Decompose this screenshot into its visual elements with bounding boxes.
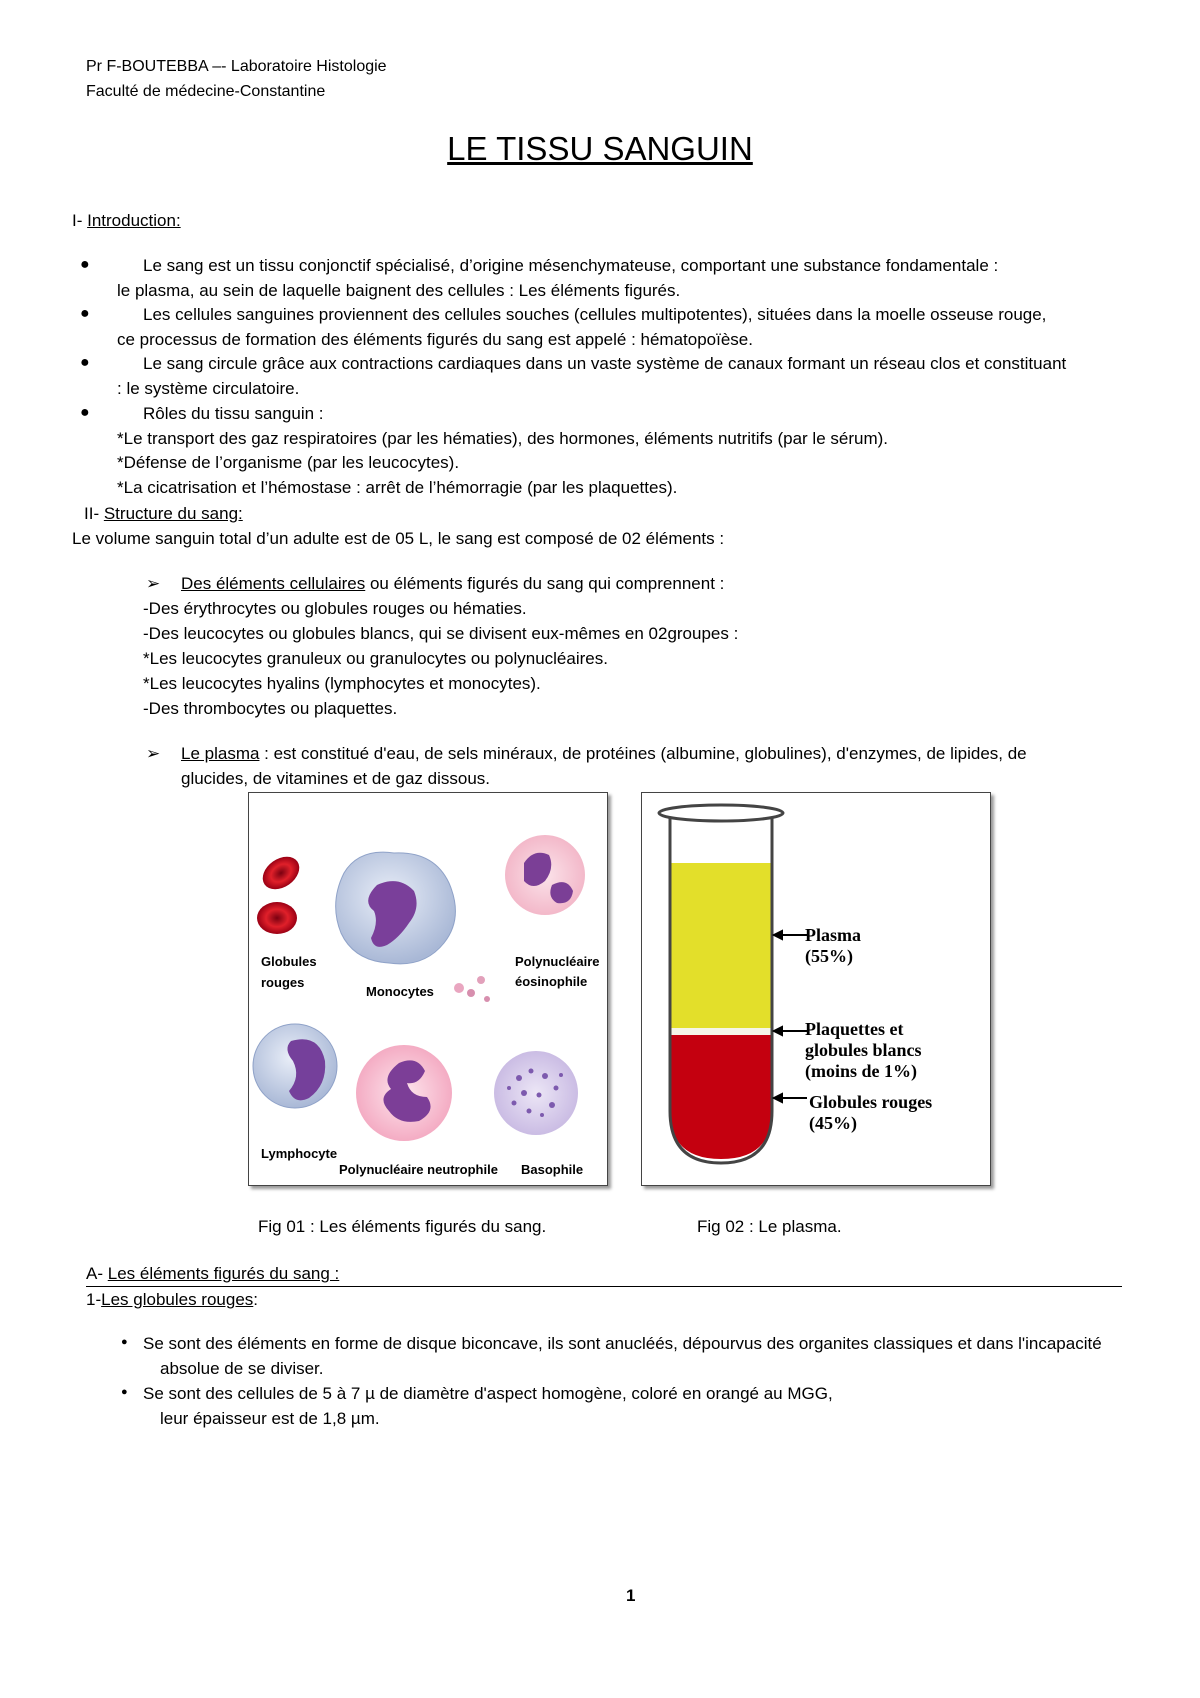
intro-b4: Rôles du tissu sanguin : [143,404,324,423]
plasma-line-2: glucides, de vitamines et de gaz dissous. [181,769,491,788]
intro-b3-l2: : le système circulatoire. [117,379,300,398]
label-globules-2: rouges [261,975,305,990]
label-globules-1: Globules [261,954,317,969]
bullet-icon: ● [80,256,90,273]
tube-label-plasma-1: Plasma [805,925,861,945]
sectionA-heading [86,1264,339,1284]
intro-b1-l1: Le sang est un tissu conjonctif spécialisé, d’origine mésenchymateuse, comportant une substance fondamentale : [143,256,999,275]
label-eos-1: Polynucléaire [515,954,600,969]
tube-label-plaq-1: Plaquettes et [805,1019,904,1039]
sectionA-prefix: A- [86,1264,108,1283]
plasma-line-1 [181,744,1027,764]
header-line-2: Faculté de médecine-Constantine [86,83,326,100]
structure-heading [84,504,243,524]
gr-point-1-l1: Se sont des éléments en forme de disque biconcave, ils sont anucléés, dépourvus des organites classiques et dans l'incapacité [143,1334,1102,1353]
cells-rest: ou éléments figurés du sang qui comprennent : [365,574,725,593]
intro-b2-l2: ce processus de formation des éléments figurés du sang est appelé : hématopoïèse. [117,330,753,349]
intro-b2-l1: Les cellules sanguines proviennent des cellules souches (cellules multipotentes), situées dans la moelle osseuse rouge, [143,305,1047,324]
tube-label-plaq-2: globules blancs [805,1040,922,1060]
blood-cells-illustration [249,793,607,1185]
cells-item-2: -Des leucocytes ou globules blancs, qui se divisent eux-mêmes en 02groupes : [143,624,739,643]
gr-point-1-l2: absolue de se diviser. [160,1359,324,1378]
intro-role-3: *La cicatrisation et l’hémostase : arrêt de l’hémorragie (par les plaquettes). [117,478,678,497]
plasma-underlined: Le plasma [181,744,260,763]
gr-point-2-l2: leur épaisseur est de 1,8 µm. [160,1409,380,1428]
platelet [467,989,475,997]
tube-label-gr-2: (45%) [809,1113,857,1133]
intro-b1-l2: le plasma, au sein de laquelle baignent des cellules : Les éléments figurés. [117,281,681,300]
gr-point-2-l1: Se sont des cellules de 5 à 7 µ de diamètre d'aspect homogène, coloré en orangé au MGG, [143,1384,833,1403]
page-title: LE TISSU SANGUIN [447,130,753,167]
figure-blood-cells [248,792,608,1186]
structure-heading-text: Structure du sang: [103,504,243,523]
cells-line [181,574,724,594]
intro-heading-num: I- [72,211,88,230]
red-blood-cell [257,902,297,934]
platelet [484,996,490,1002]
label-basophile: Basophile [521,1162,584,1177]
sectionA-sub-num: 1- [86,1290,102,1309]
tube-label-plasma-2: (55%) [805,946,853,966]
sectionA-sub-colon: : [253,1290,259,1309]
arrow-bullet-icon: ➢ [146,744,161,763]
label-lymphocyte: Lymphocyte [261,1146,338,1161]
tube-rim [659,805,783,821]
cells-item-4: *Les leucocytes hyalins (lymphocytes et monocytes). [143,674,541,693]
bullet-icon: ● [121,1386,128,1398]
figure-plasma-tube [641,792,991,1186]
structure-intro: Le volume sanguin total d’un adulte est de 05 L, le sang est composé de 02 éléments : [72,529,725,548]
buffy-coat-layer [670,1028,772,1035]
platelet [477,976,485,984]
label-eos-2: éosinophile [515,974,588,989]
intro-b3-l1: Le sang circule grâce aux contractions cardiaques dans un vaste système de canaux formant un réseau clos et constituant [143,354,1067,373]
tube-label-gr-1: Globules rouges [809,1092,933,1112]
intro-heading [72,211,181,231]
platelet [454,983,464,993]
plasma-tube-illustration [642,793,990,1185]
plasma-layer [670,863,772,1028]
bullet-icon: ● [121,1336,128,1348]
sectionA-sub-text: Les globules rouges [101,1290,254,1309]
fig2-caption: Fig 02 : Le plasma. [697,1217,842,1236]
intro-heading-text: Introduction: [87,211,181,230]
fig1-caption: Fig 01 : Les éléments figurés du sang. [258,1217,547,1236]
bullet-icon: ● [80,305,90,322]
cells-item-1: -Des érythrocytes ou globules rouges ou hématies. [143,599,527,618]
sectionA-heading-text: Les éléments figurés du sang : [107,1264,340,1283]
red-blood-cell [257,850,306,896]
arrow-bullet-icon: ➢ [146,574,161,593]
label-monocytes: Monocytes [366,984,434,999]
sectionA-sub [86,1290,258,1310]
section-divider [86,1286,1122,1287]
structure-heading-num: II- [84,504,104,523]
cells-item-3: *Les leucocytes granuleux ou granulocytes ou polynucléaires. [143,649,608,668]
basophil-cell [494,1051,578,1135]
page-number: 1 [626,1586,636,1605]
red-cells-layer [670,1035,772,1159]
intro-role-2: *Défense de l’organisme (par les leucocytes). [117,453,460,472]
bullet-icon: ● [80,354,90,371]
intro-role-1: *Le transport des gaz respiratoires (par les hématies), des hormones, éléments nutritifs (par le sérum). [117,429,888,448]
plasma-rest: : est constitué d'eau, de sels minéraux, de protéines (albumine, globulines), d'enzymes, de lipides, de [259,744,1027,763]
header-line-1: Pr F-BOUTEBBA –- Laboratoire Histologie [86,58,387,75]
cells-underlined: Des éléments cellulaires [181,574,366,593]
cells-item-5: -Des thrombocytes ou plaquettes. [143,699,398,718]
bullet-icon: ● [80,404,90,421]
label-neutrophile: Polynucléaire neutrophile [339,1162,498,1177]
tube-label-plaq-3: (moins de 1%) [805,1061,917,1081]
